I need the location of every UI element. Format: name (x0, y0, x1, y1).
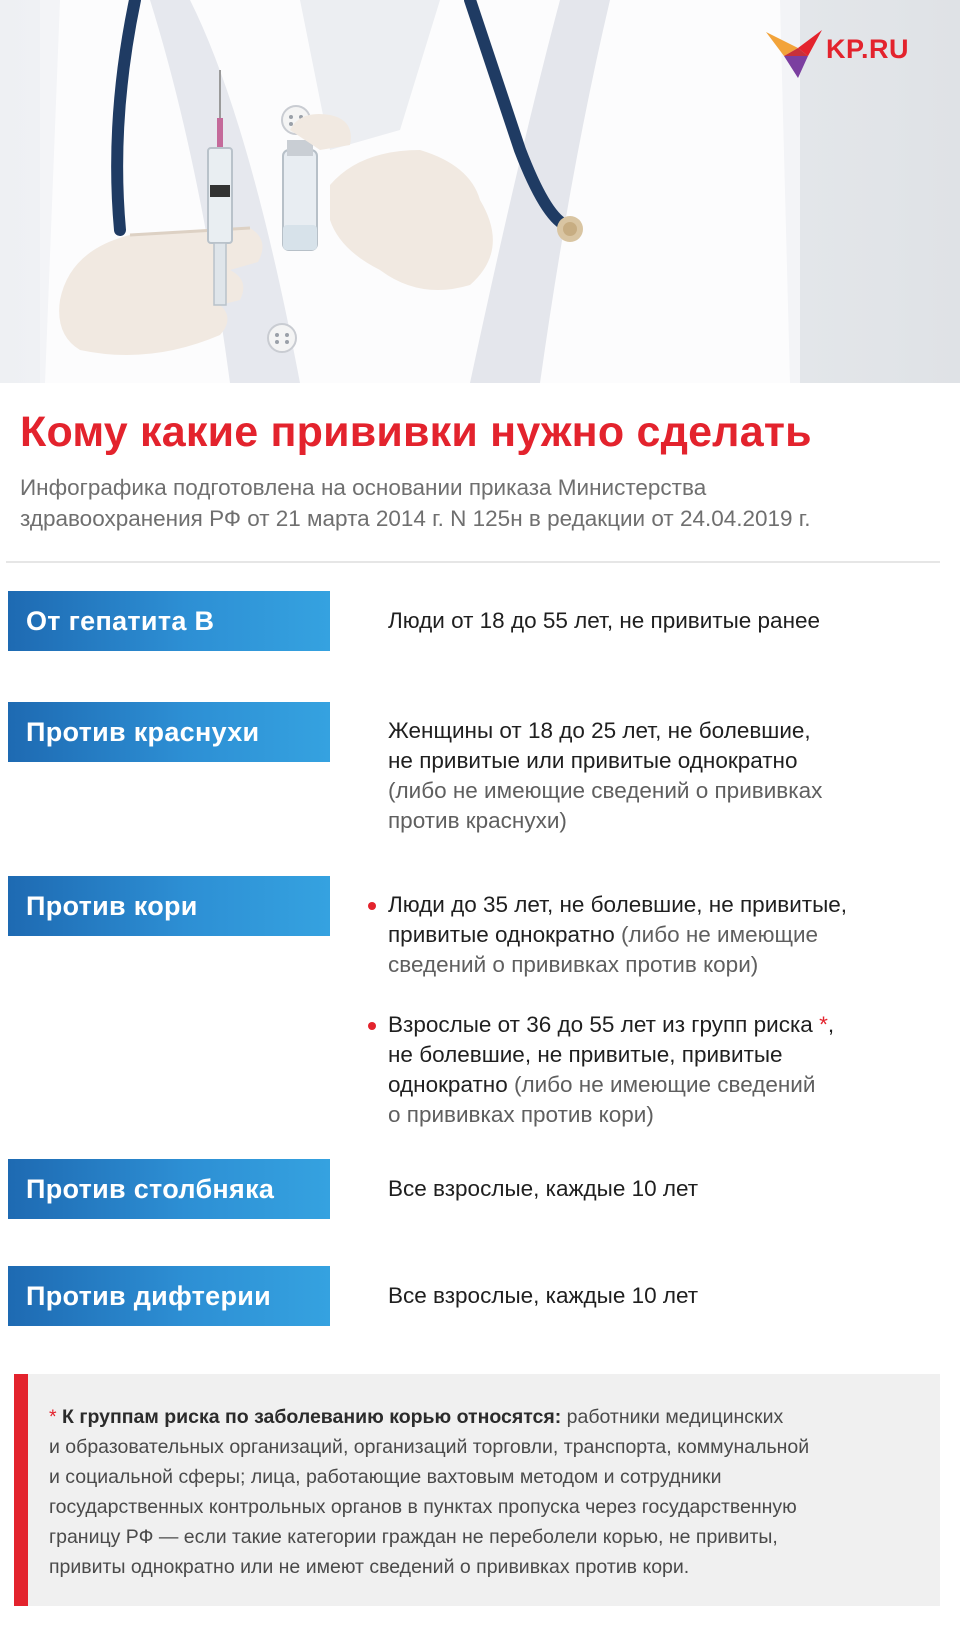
list-item (388, 890, 928, 980)
bullet-icon (368, 902, 376, 910)
footnote-box (14, 1374, 940, 1606)
desc-emph: Взрослые от 36 до 55 лет из групп риска (388, 1012, 820, 1037)
kp-logo[interactable] (764, 22, 944, 82)
desc-line: не болевшие, не привитые, привитые (388, 1042, 783, 1067)
footnote-heading: К группам риска по заболеванию корью относятся: (56, 1406, 562, 1428)
label-diphtheria: Против дифтерии (8, 1266, 330, 1326)
page-subtitle (20, 472, 940, 534)
label-rubella: Против краснухи (8, 702, 330, 762)
desc-emph: привитые однократно (388, 922, 615, 947)
desc-hepatitis-b (388, 606, 928, 636)
footnote-line: и социальной сферы; лица, работающие вахтовым методом и сотрудники (49, 1466, 722, 1488)
desc-text: Все взрослые, каждые 10 лет (388, 1283, 699, 1308)
label-hepatitis-b: От гепатита В (8, 591, 330, 651)
desc-text: Все взрослые, каждые 10 лет (388, 1176, 699, 1201)
footnote-accent-bar (14, 1374, 28, 1606)
subtitle-line: здравоохранения РФ от 21 марта 2014 г. N 125н в редакции от 24.04.2019 г. (20, 506, 811, 531)
hero-photo (0, 0, 960, 383)
footnote-line: и образовательных организаций, организаций торговли, транспорта, коммунальной (49, 1436, 810, 1458)
bird-logo-icon (764, 22, 824, 82)
desc-measles (388, 890, 928, 1130)
desc-line: (либо не имеющие сведений о прививках (388, 778, 823, 803)
desc-emph: однократно (388, 1072, 508, 1097)
desc-line: против краснухи) (388, 808, 567, 833)
desc-note: (либо не имеющие (614, 922, 819, 947)
desc-line: не привитые или привитые однократно (388, 748, 798, 773)
desc-line: Люди до 35 лет, не болевшие, не привитые, (388, 892, 848, 917)
footnote-line: государственных контрольных органов в пунктах пропуска через государственную (49, 1496, 797, 1518)
asterisk-mark: * (819, 1012, 828, 1037)
label-tetanus: Против столбняка (8, 1159, 330, 1219)
desc-text: Люди от 18 до 55 лет, не привитые ранее (388, 608, 821, 633)
footnote-line: привиты однократно или не имеют сведений о прививках против кори. (49, 1556, 690, 1578)
footnote-rest: работники медицинских (561, 1406, 784, 1428)
desc-line (388, 1010, 928, 1040)
subtitle-line: Инфографика подготовлена на основании приказа Министерства (20, 475, 707, 500)
desc-line: сведений о прививках против кори) (388, 952, 759, 977)
bullet-icon (368, 1022, 376, 1030)
desc-line (388, 1070, 928, 1100)
desc-rubella (388, 716, 928, 836)
desc-line: о прививках против кори) (388, 1102, 654, 1127)
asterisk-mark: * (49, 1406, 57, 1428)
footnote-text (49, 1402, 929, 1582)
desc-line: Женщины от 18 до 25 лет, не болевшие, (388, 718, 811, 743)
desc-line (388, 920, 928, 950)
desc-comma: , (827, 1012, 835, 1037)
page-title: Кому какие прививки нужно сделать (20, 408, 812, 456)
desc-diphtheria (388, 1281, 928, 1311)
logo-text: KP.RU (826, 34, 910, 64)
footnote-line (49, 1402, 929, 1432)
label-measles: Против кори (8, 876, 330, 936)
desc-tetanus (388, 1174, 928, 1204)
divider (6, 561, 940, 563)
list-item (388, 1010, 928, 1130)
footnote-line: границу РФ — если такие категории граждан не переболели корью, не привиты, (49, 1526, 778, 1548)
desc-note: (либо не имеющие сведений (507, 1072, 816, 1097)
